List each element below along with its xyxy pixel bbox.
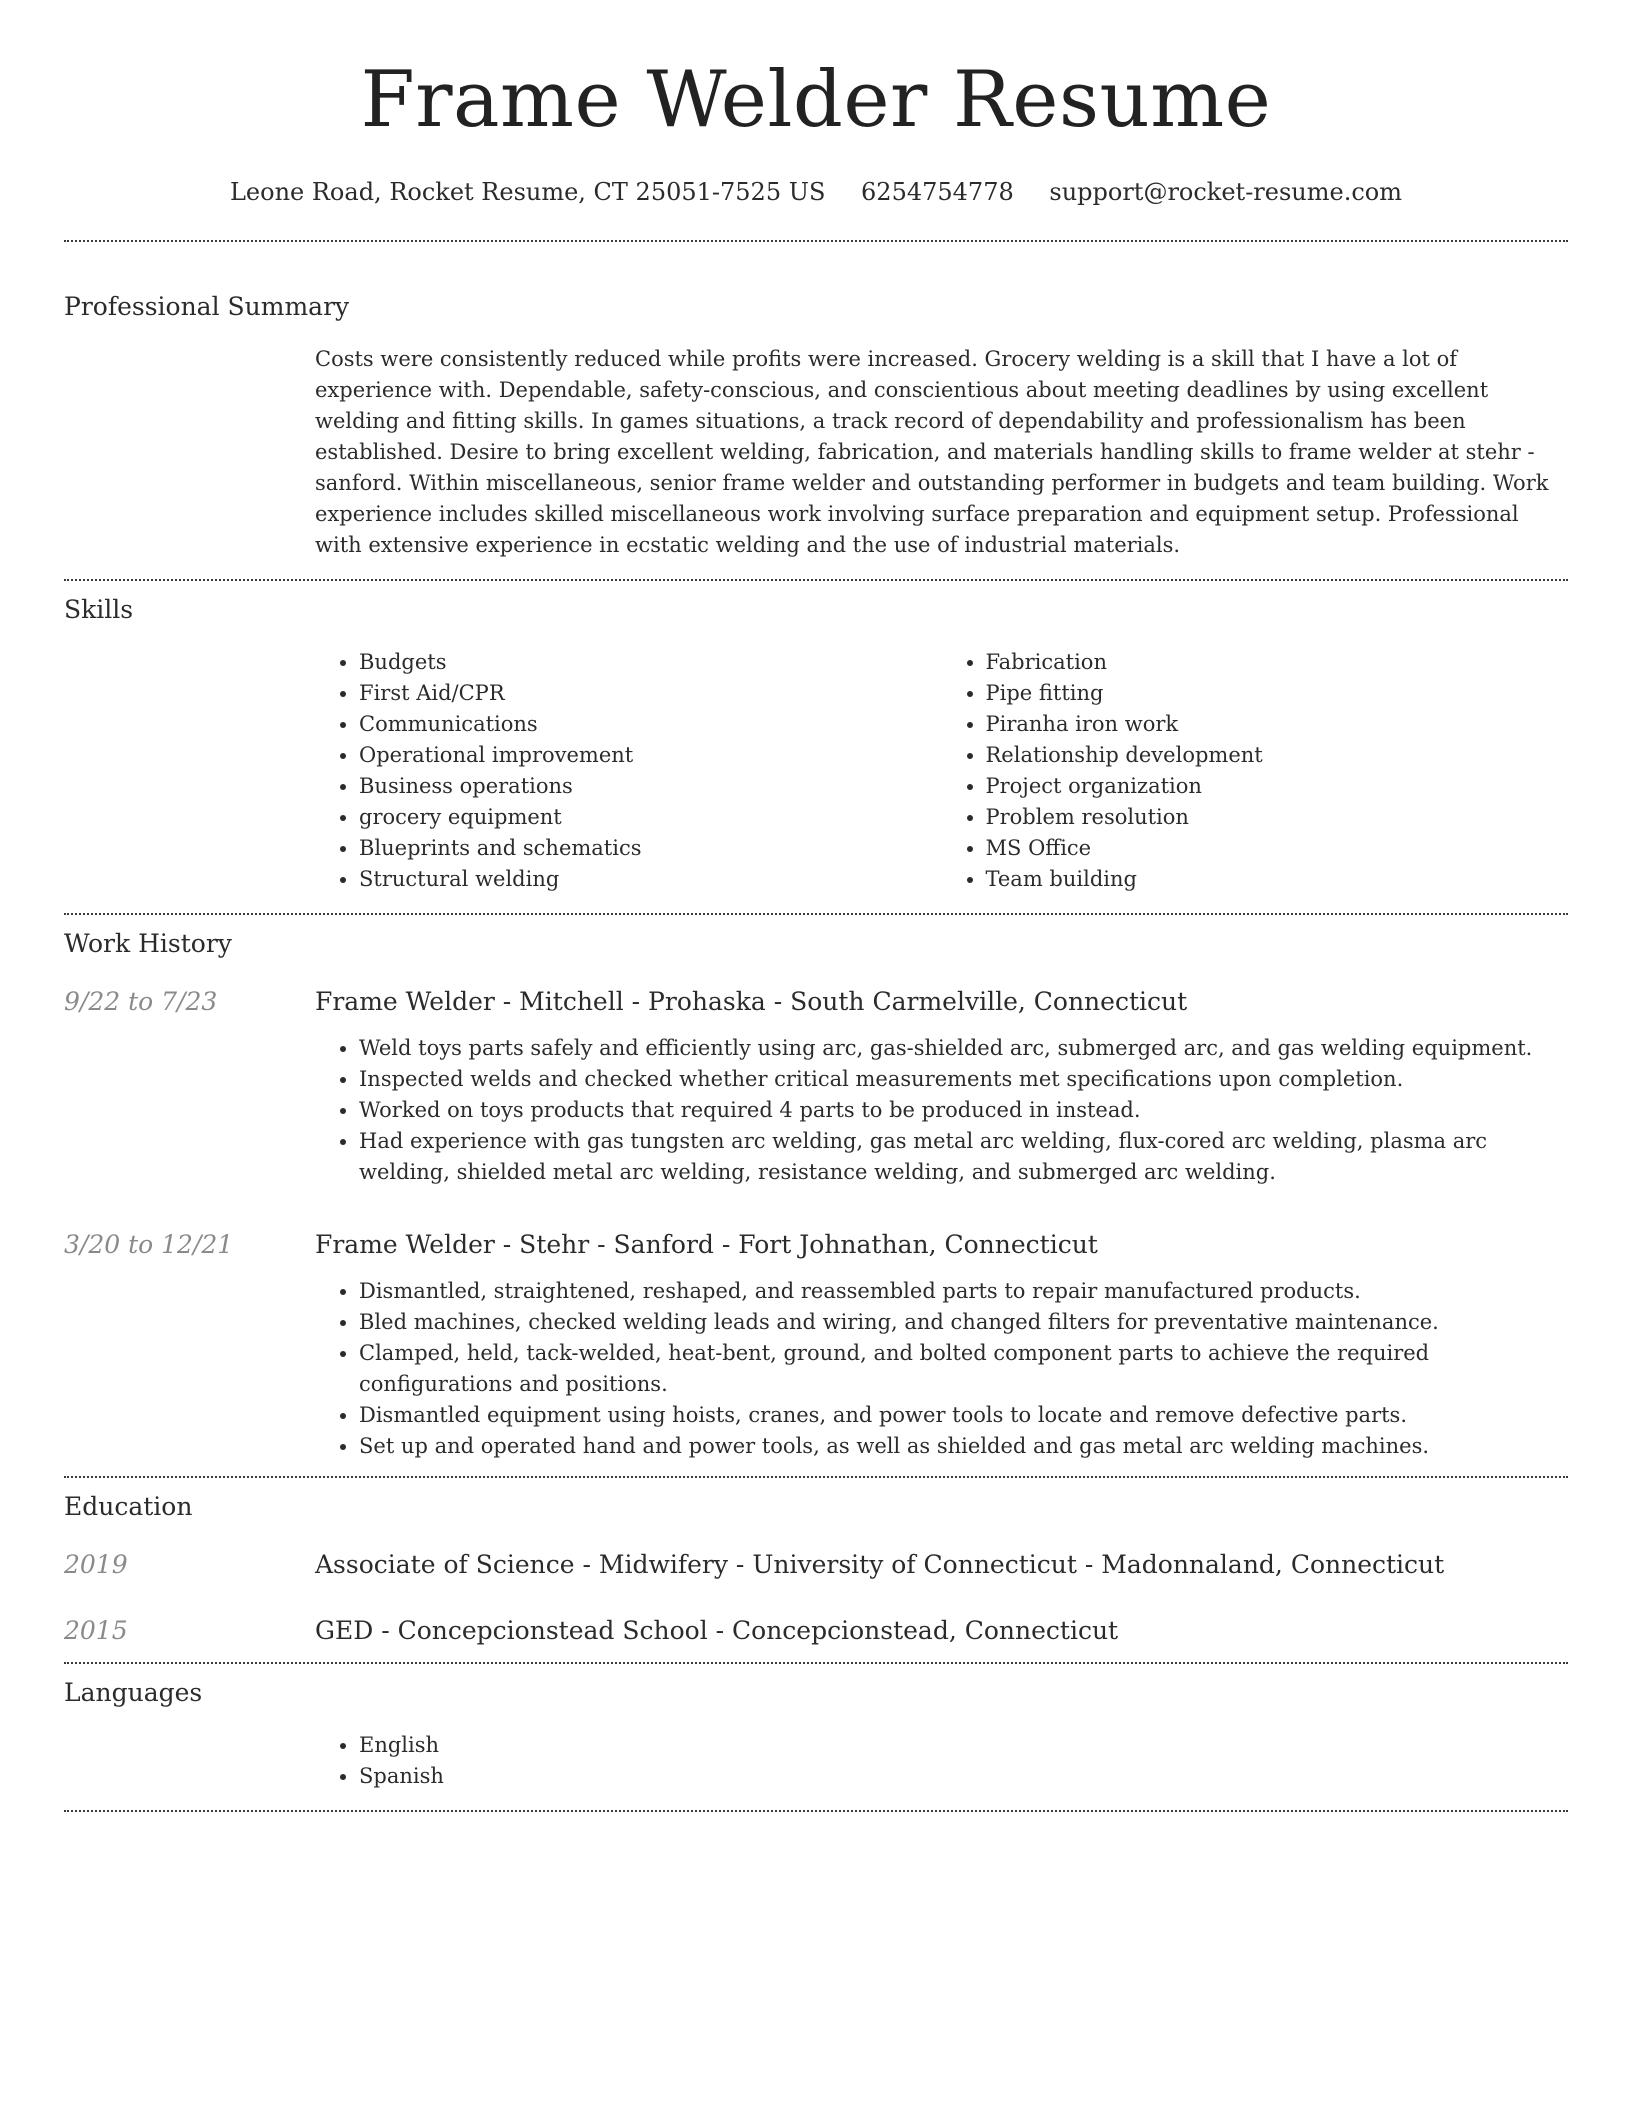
education-entry bbox=[64, 1548, 1568, 1582]
job-title: Frame Welder - Mitchell - Prohaska - South Carmelville, Connecticut bbox=[315, 987, 1188, 1016]
skill-item: • Operational improvement bbox=[359, 740, 942, 771]
skills-section bbox=[64, 581, 1568, 913]
job-bullet: • Dismantled, straightened, reshaped, and reassembled parts to repair manufactured products. bbox=[359, 1276, 1568, 1307]
contact-line bbox=[64, 176, 1568, 208]
job-bullets bbox=[315, 1276, 1568, 1462]
work-heading: Work History bbox=[64, 929, 232, 958]
job-bullet: • Had experience with gas tungsten arc welding, gas metal arc welding, flux-cored arc welding, plasma arc welding, shielded metal arc welding, resistance welding, and submerged arc welding. bbox=[359, 1126, 1568, 1188]
education-heading: Education bbox=[64, 1492, 193, 1521]
divider bbox=[64, 1810, 1568, 1812]
education-title: Associate of Science - Midwifery - University of Connecticut - Madonnaland, Connecticut bbox=[315, 1550, 1445, 1579]
job-bullets bbox=[315, 1033, 1568, 1188]
skill-item: • Relationship development bbox=[986, 740, 1569, 771]
education-title: GED - Concepcionstead School - Concepcionstead, Connecticut bbox=[315, 1616, 1119, 1645]
job-bullet: • Dismantled equipment using hoists, cranes, and power tools to locate and remove defective parts. bbox=[359, 1400, 1568, 1431]
languages-heading: Languages bbox=[64, 1678, 203, 1707]
skill-item: • Pipe fitting bbox=[986, 678, 1569, 709]
skill-item: • Piranha iron work bbox=[986, 709, 1569, 740]
skills-heading: Skills bbox=[64, 595, 134, 624]
skill-item: • Team building bbox=[986, 864, 1569, 895]
skill-item: • Business operations bbox=[359, 771, 942, 802]
job-bullet: • Inspected welds and checked whether critical measurements met specifications upon completion. bbox=[359, 1064, 1568, 1095]
skill-item: • Blueprints and schematics bbox=[359, 833, 942, 864]
skills-list-left bbox=[315, 647, 942, 895]
education-entry bbox=[64, 1614, 1568, 1648]
summary-section bbox=[64, 242, 1568, 579]
work-section bbox=[64, 915, 1568, 1476]
job-date: 9/22 to 7/23 bbox=[64, 987, 218, 1016]
job-bullet: • Bled machines, checked welding leads and wiring, and changed filters for preventative maintenance. bbox=[359, 1307, 1568, 1338]
skill-item: • Fabrication bbox=[986, 647, 1569, 678]
skill-item: • Project organization bbox=[986, 771, 1569, 802]
language-item: • Spanish bbox=[359, 1761, 1568, 1792]
contact-address: Leone Road, Rocket Resume, CT 25051-7525 US bbox=[229, 178, 826, 206]
job-bullet: • Weld toys parts safely and efficiently using arc, gas-shielded arc, submerged arc, and gas welding equipment. bbox=[359, 1033, 1568, 1064]
education-section bbox=[64, 1478, 1568, 1662]
summary-text: Costs were consistently reduced while profits were increased. Grocery welding is a skill that I have a lot of experience with. Dependable, safety-conscious, and conscientious about meeting deadlines by using excellent welding and fitting skills. In games situations, a track record of dependability and professionalism has been established. Desire to bring excellent welding, fabrication, and materials handling skills to frame welder at stehr - sanford. Within miscellaneous, senior frame welder and outstanding performer in budgets and team building. Work experience includes skilled miscellaneous work involving surface preparation and equipment setup. Professional with extensive experience in ecstatic welding and the use of industrial materials. bbox=[315, 347, 1549, 557]
skill-item: • First Aid/CPR bbox=[359, 678, 942, 709]
skill-item: • Structural welding bbox=[359, 864, 942, 895]
skill-item: • Budgets bbox=[359, 647, 942, 678]
education-date: 2019 bbox=[64, 1550, 128, 1579]
resume-title: Frame Welder Resume bbox=[360, 55, 1272, 145]
skill-item: • MS Office bbox=[986, 833, 1569, 864]
job-bullet: • Set up and operated hand and power tools, as well as shielded and gas metal arc welding machines. bbox=[359, 1431, 1568, 1462]
languages-list bbox=[315, 1730, 1568, 1792]
job-title: Frame Welder - Stehr - Sanford - Fort Johnathan, Connecticut bbox=[315, 1230, 1098, 1259]
education-date: 2015 bbox=[64, 1616, 128, 1645]
languages-section bbox=[64, 1664, 1568, 1810]
job-bullet: • Clamped, held, tack-welded, heat-bent, ground, and bolted component parts to achieve the required configurations and positions. bbox=[359, 1338, 1568, 1400]
skill-item: • grocery equipment bbox=[359, 802, 942, 833]
job-entry bbox=[64, 985, 1568, 1188]
summary-heading: Professional Summary bbox=[64, 292, 350, 321]
skill-item: • Problem resolution bbox=[986, 802, 1569, 833]
job-date: 3/20 to 12/21 bbox=[64, 1230, 234, 1259]
job-bullet: • Worked on toys products that required 4 parts to be produced in instead. bbox=[359, 1095, 1568, 1126]
contact-email: support@rocket-resume.com bbox=[1049, 178, 1402, 206]
contact-phone: 6254754778 bbox=[861, 178, 1014, 206]
skill-item: • Communications bbox=[359, 709, 942, 740]
skills-list-right bbox=[942, 647, 1569, 895]
language-item: • English bbox=[359, 1730, 1568, 1761]
job-entry bbox=[64, 1228, 1568, 1462]
